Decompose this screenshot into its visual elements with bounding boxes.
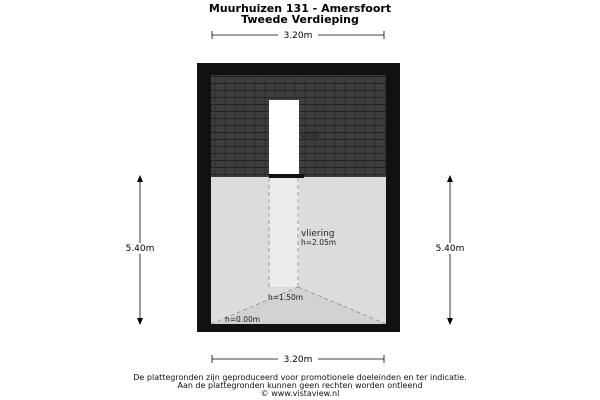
dimension-top-label: 3.20m <box>283 31 313 41</box>
vliering-label: vliering <box>301 229 335 239</box>
vliering-height-label: h=2.05m <box>301 238 337 247</box>
dimension-right <box>430 175 470 325</box>
height-mid-label: h=1.50m <box>268 293 304 302</box>
copyright: © www.vistaview.nl <box>260 389 340 398</box>
vide-opening <box>269 100 299 177</box>
plan-title: Muurhuizen 131 - Amersfoort <box>208 2 392 15</box>
dimension-left <box>120 175 160 325</box>
disclaimer-line-2: Aan de plattegronden kunnen geen rechten worden ontleend <box>177 381 423 390</box>
vide-edge <box>269 174 304 178</box>
floor-name: Tweede Verdieping <box>241 13 359 26</box>
roof-ridge <box>269 177 299 287</box>
vide-label: vide <box>301 131 321 141</box>
dimension-left-label: 5.40m <box>125 244 155 254</box>
dimension-bottom <box>212 353 384 365</box>
dimension-top <box>212 29 384 41</box>
height-low-label: h=0.00m <box>225 315 261 324</box>
dimension-bottom-label: 3.20m <box>283 355 313 365</box>
disclaimer-line-1: De plattegronden zijn geproduceerd voor promotionele doeleinden en ter indicatie. <box>133 373 467 382</box>
dimension-right-label: 5.40m <box>435 244 465 254</box>
